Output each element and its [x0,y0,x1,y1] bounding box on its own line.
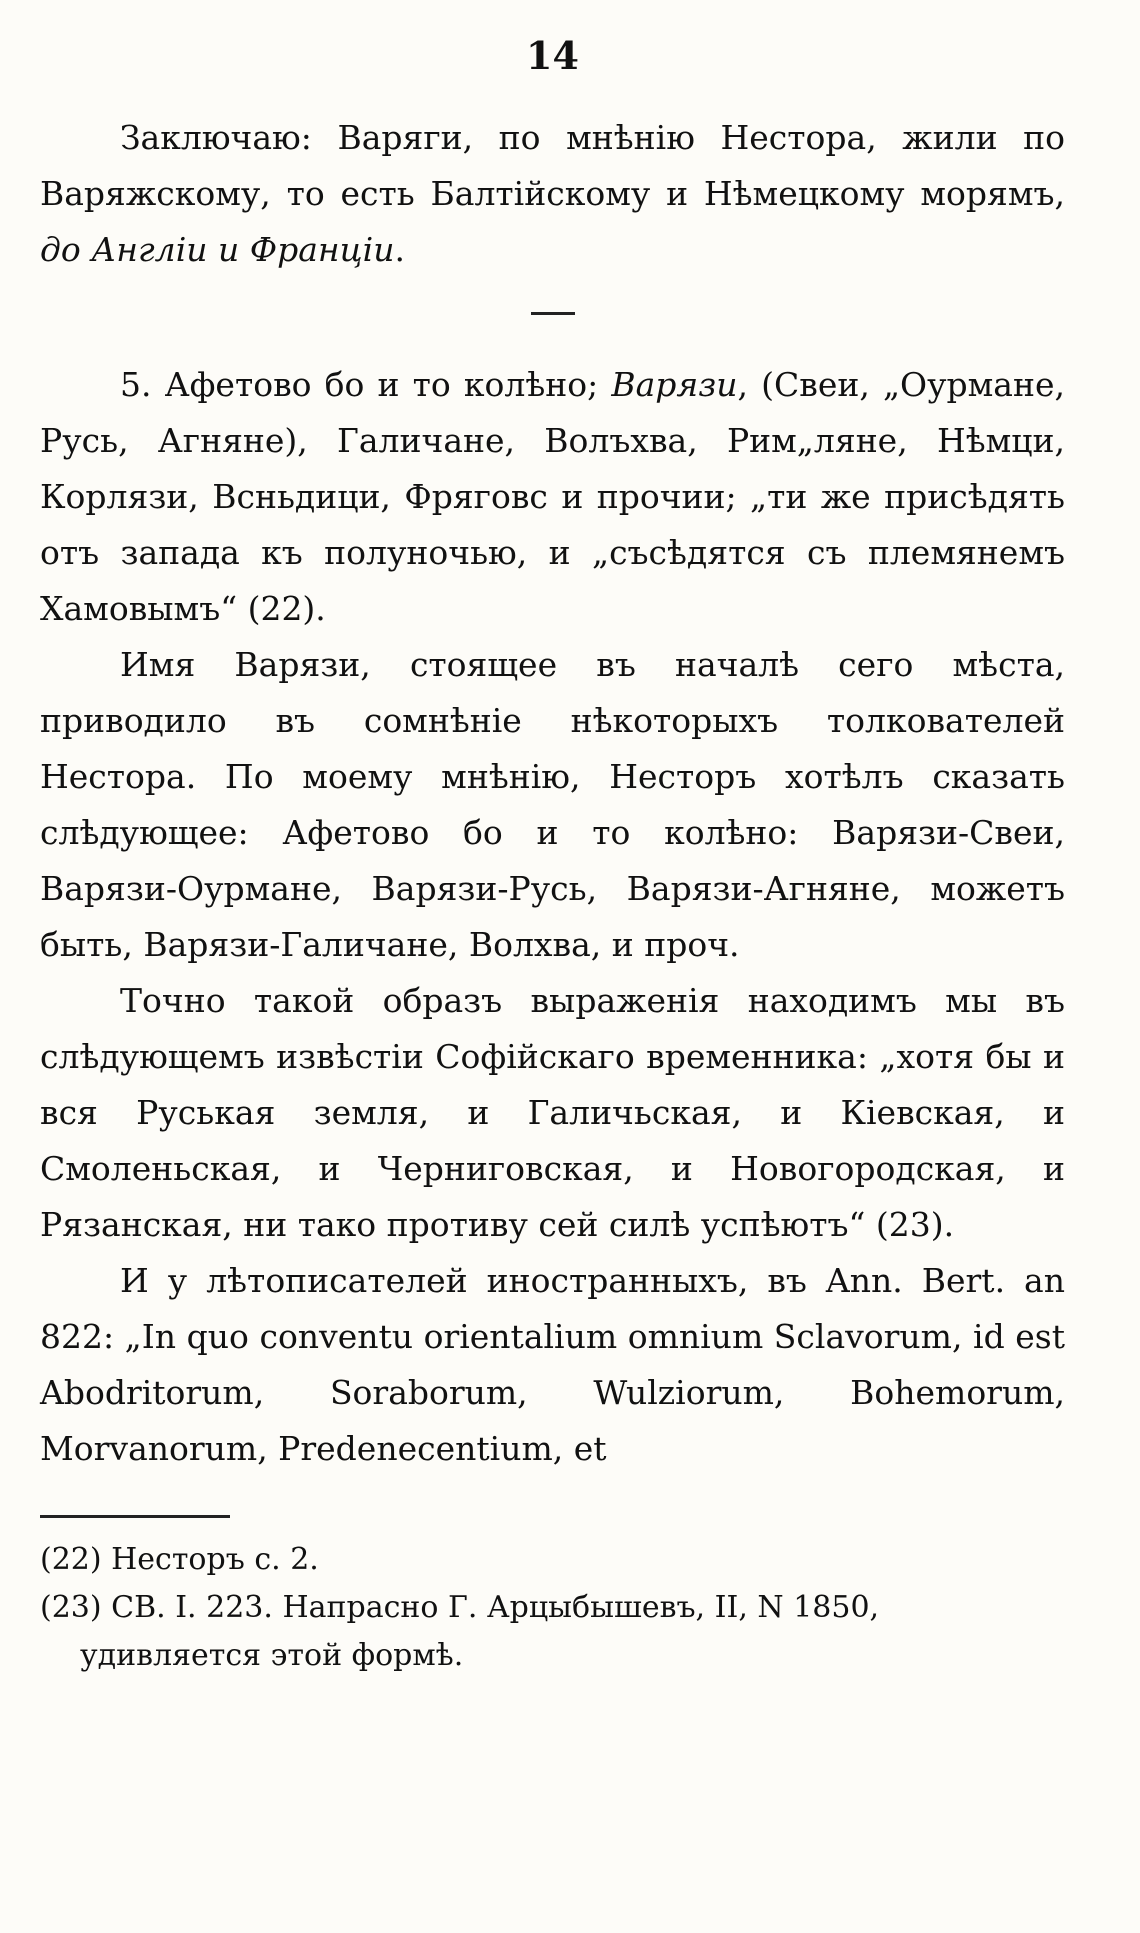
paragraph-sofia-chronicle: Точно такой образъ выраженія находимъ мы въ слѣдующемъ извѣстіи Софійскаго временника: „хотя бы и вся Руськая земля, и Галичьская, и Кіевская, и Смоленьская, и Черниговская, и Новогородская, и Рязанская, ни тако противу сей силѣ успѣютъ“ (23). [40,981,1065,1244]
footnote-rule [40,1515,230,1518]
footnote-22: (22) Несторъ с. 2. [40,1542,319,1577]
footnote-23: (23) СВ. I. 223. Напрасно Г. Арцыбышевъ, II, N 1850, удивляется этой формѣ. [40,1590,880,1673]
section-divider [531,312,575,315]
paragraph-quote: 5. Афетово бо и то колѣно; Варязи, (Свеи, „Оурмане, Русь, Агняне), Галичане, Волъхва, Рим„ляне, Нѣмци, Корлязи, Всньдици, Фряговс и прочии; „ти же присѣдять отъ запада къ полуночью, и „съсѣдятся съ племянемъ Хамовымъ“ (22). [40,365,1065,628]
paragraph-conclusion: Заключаю: Варяги, по мнѣнію Нестора, жили по Варяжскому, то есть Балтійскому и Нѣмецкому морямъ, до Англіи и Франціи. [40,118,1065,269]
paragraph-name-discussion: Имя Варязи, стоящее въ началѣ сего мѣста, приводило въ сомнѣніе нѣкоторыхъ толкователей Нестора. По моему мнѣнію, Несторъ хотѣлъ сказать слѣдующее: Афетово бо и то колѣно: Варязи-Свеи, Варязи-Оурмане, Варязи-Русь, Варязи-Агняне, можетъ быть, Варязи-Галичане, Волхва, и проч. [40,645,1065,964]
page-number: 14 [526,33,579,78]
paragraph-foreign-chroniclers: И у лѣтописателей иностранныхъ, въ Ann. Bert. an 822: „In quo conventu orientalium omnium Sclavorum, id est Abodritorum, Soraborum, Wulziorum, Bohemorum, Morvanorum, Predenecentium, et [40,1261,1065,1468]
